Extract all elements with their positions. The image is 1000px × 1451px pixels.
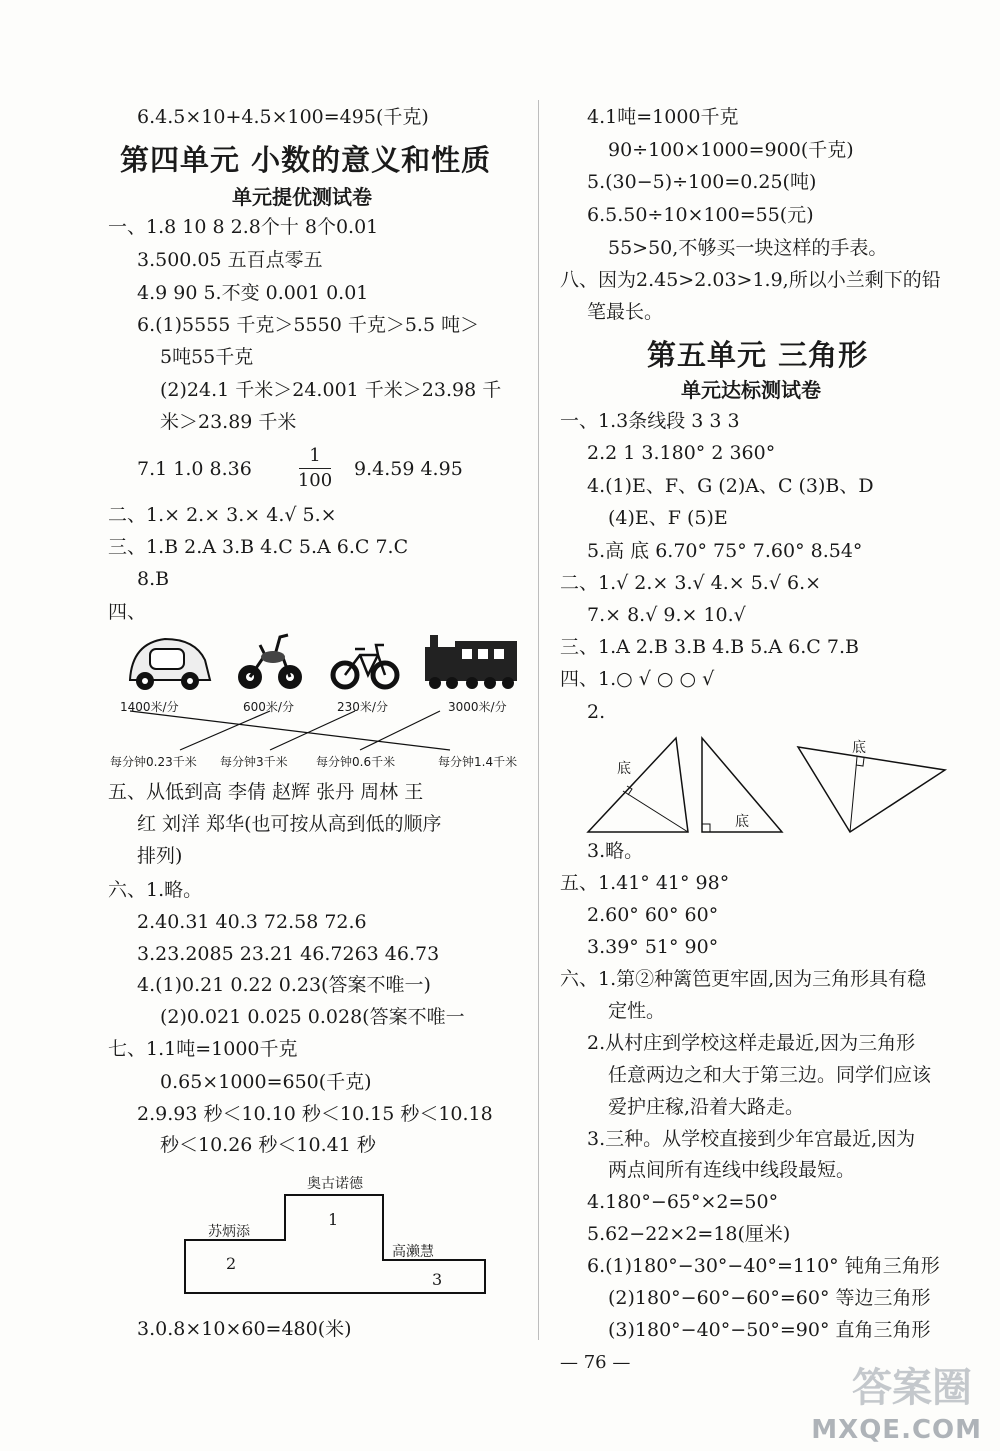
podium-name-second: 苏炳添 [208,1224,250,1240]
base-label: 底 [617,761,631,777]
answer-line: 一、1.8 10 8 2.8个十 8个0.01 [108,216,379,238]
answer-line: 一、1.3条线段 3 3 3 [560,410,740,432]
answer-line: (2)180°−60°−60°=60° 等边三角形 [608,1287,931,1309]
answer-line: 三、1.A 2.B 3.B 4.B 5.A 6.C 7.B [560,636,859,658]
answer-line: 4.9 90 5.不变 0.001 0.01 [137,282,369,304]
answer-line: 四、1.○ √ ○ ○ √ [560,668,715,690]
unit4-title: 第四单元 小数的意义和性质 [120,143,492,177]
answer-line: 4.1吨=1000千克 [587,106,739,128]
answer-line: 8.B [137,568,170,590]
answer-line: 米＞23.89 千米 [160,411,297,433]
answer-line: 二、1.× 2.× 3.× 4.√ 5.× [108,504,337,526]
answer-line: 笔最长。 [587,301,664,323]
podium-number-1: 1 [328,1210,339,1229]
page-number: — 76 — [560,1352,631,1373]
car-icon [130,639,210,690]
answer-line: 5.(30−5)÷100=0.25(吨) [587,171,817,193]
train-icon [425,635,517,689]
podium-figure [180,1190,490,1300]
rate-label: 每分钟0.6千米 [316,755,396,769]
answer-line: 任意两边之和大于第三边。同学们应该 [608,1064,932,1086]
answer-line: 五、1.41° 41° 98° [560,872,730,894]
answer-line: 3.39° 51° 90° [587,936,719,958]
watermark-url: MXQE.COM [811,1415,982,1445]
triangle-heights-figure [580,735,950,835]
answer-line: 二、1.√ 2.× 3.√ 4.× 5.√ 6.× [560,572,822,594]
answer-line: 六、1.第②种篱笆更牢固,因为三角形具有稳 [560,968,927,990]
bicycle-icon [333,645,397,687]
podium-number-2: 2 [226,1254,237,1273]
speed-label: 3000米/分 [448,700,507,714]
rate-label: 每分钟1.4千米 [438,755,518,769]
answer-line: (2)24.1 千米＞24.001 千米＞23.98 千 [160,379,502,401]
rate-label: 每分钟0.23千米 [110,755,197,769]
answer-line: 两点间所有连线中线段最短。 [608,1159,856,1181]
answer-line: 6.5.50÷10×100=55(元) [587,204,814,226]
answer-line: 5吨55千克 [160,346,254,368]
podium-name-third: 高濑慧 [392,1244,434,1260]
fraction-denominator: 100 [297,470,333,491]
answer-line: 6.4.5×10+4.5×100=495(千克) [137,106,429,128]
answer-line: 4.(1)0.21 0.22 0.23(答案不唯一) [137,974,431,996]
answer-line: 排列) [137,845,183,867]
unit5-title: 第五单元 三角形 [647,338,869,372]
triangle-3 [798,747,945,832]
answer-line: 4.180°−65°×2=50° [587,1191,779,1213]
answer-line: 六、1.略。 [108,879,203,901]
answer-line: 6.(1)180°−30°−40°=110° 钝角三角形 [587,1255,940,1277]
answer-line: 6.(1)5555 千克＞5550 千克＞5.5 吨＞ [137,314,480,336]
rate-label: 每分钟3千米 [220,755,288,769]
answer-line: 2.9.93 秒＜10.10 秒＜10.15 秒＜10.18 [137,1103,493,1125]
triangle-1 [588,738,688,832]
answer-line: 四、 [108,601,147,623]
answer-line: 4.(1)E、F、G (2)A、C (3)B、D [587,475,874,497]
answer-line: 3.23.2085 23.21 46.7263 46.73 [137,943,440,965]
answer-line: 秒＜10.26 秒＜10.41 秒 [160,1134,376,1156]
base-label: 底 [735,814,749,830]
column-divider [538,100,539,1340]
speed-label: 230米/分 [337,700,388,714]
answer-line: 3.500.05 五百点零五 [137,249,323,271]
watermark-logo: 答案圈 [852,1365,972,1411]
answer-line: 7.1 1.0 8.36 [137,458,252,480]
answer-line: 0.65×1000=650(千克) [160,1071,372,1093]
answer-line: 五、从低到高 李倩 赵辉 张丹 周林 王 [108,781,424,803]
speed-label: 600米/分 [243,700,294,714]
podium-name-first: 奥古诺德 [307,1176,363,1192]
base-label: 底 [852,740,866,756]
answer-line: 7.× 8.√ 9.× 10.√ [587,604,746,626]
answer-line: 90÷100×1000=900(千克) [608,139,854,161]
fraction-numerator: 1 [309,445,321,466]
answer-line: 八、因为2.45>2.03>1.9,所以小兰剩下的铅 [560,269,941,291]
answer-line: 3.略。 [587,840,644,862]
answer-line: 2.40.31 40.3 72.58 72.6 [137,911,367,933]
answer-line: 55>50,不够买一块这样的手表。 [608,237,888,259]
answer-line: 3.0.8×10×60=480(米) [137,1318,352,1340]
answer-line: (3)180°−40°−50°=90° 直角三角形 [608,1319,931,1341]
answer-line: 定性。 [608,1000,666,1022]
answer-line: 红 刘洋 郑华(也可按从高到低的顺序 [137,813,442,835]
fraction-bar [299,468,331,469]
answer-line: (4)E、F (5)E [608,507,728,529]
unit4-subtitle: 单元提优测试卷 [232,185,372,209]
answer-line: 三、1.B 2.A 3.B 4.C 5.A 6.C 7.C [108,536,409,558]
answer-line: 七、1.1吨=1000千克 [108,1038,298,1060]
podium-number-3: 3 [432,1270,443,1289]
answer-line: 5.62−22×2=18(厘米) [587,1223,791,1245]
answer-line: 2.60° 60° 60° [587,904,719,926]
answer-line: 2. [587,701,606,723]
answer-line: 5.高 底 6.70° 75° 7.60° 8.54° [587,540,863,562]
answer-line: 2.从村庄到学校这样走最近,因为三角形 [587,1032,916,1054]
answer-line: 9.4.59 4.95 [354,458,463,480]
motorcycle-icon [238,635,302,689]
unit5-subtitle: 单元达标测试卷 [681,378,821,402]
answer-line: (2)0.021 0.025 0.028(答案不唯一 [160,1006,465,1028]
speed-label: 1400米/分 [120,700,179,714]
answer-line: 2.2 1 3.180° 2 360° [587,442,776,464]
answer-line: 3.三种。从学校直接到少年宫最近,因为 [587,1128,916,1150]
answer-line: 爱护庄稼,沿着大路走。 [608,1096,805,1118]
